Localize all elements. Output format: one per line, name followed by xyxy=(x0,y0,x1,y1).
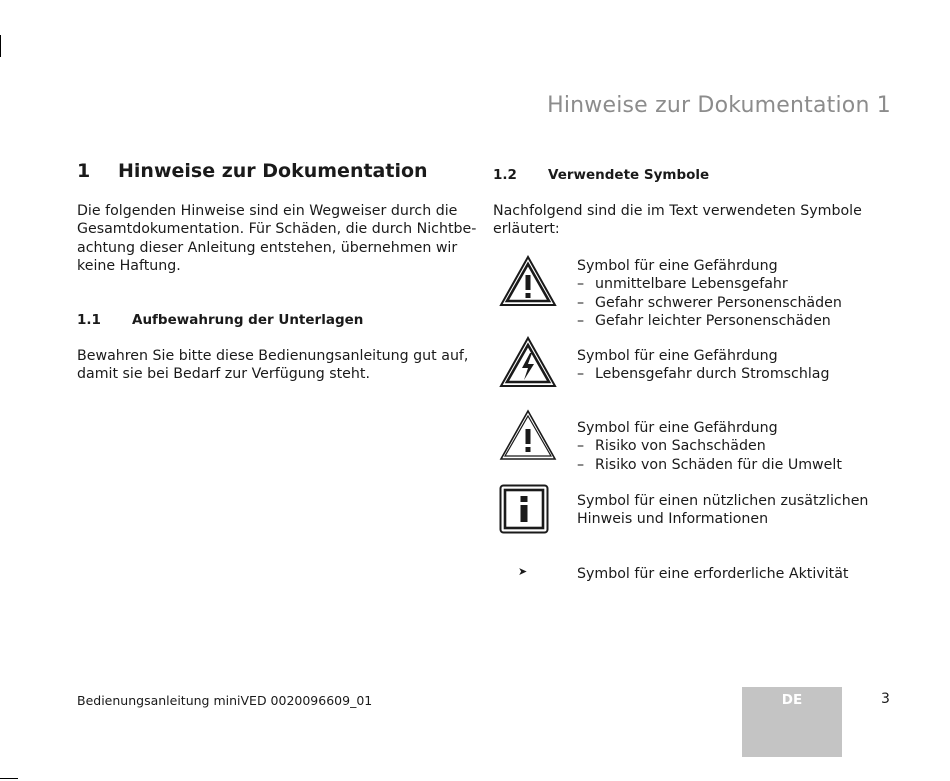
text-line: Symbol für einen nützlichen zusätzlichen xyxy=(577,493,869,509)
page-number: 3 xyxy=(881,691,890,707)
warning-triangle-exclamation-icon xyxy=(499,255,557,307)
text-line: Hinweis und Informationen xyxy=(577,511,769,528)
electric-shock-warning-icon xyxy=(499,336,557,388)
symbol-title: Symbol für eine Gefährdung xyxy=(577,420,778,436)
section-1-1-body xyxy=(77,347,468,384)
text-line: keine Haftung. xyxy=(77,257,181,274)
page-header-title: Hinweise zur Dokumentation 1 xyxy=(547,93,891,118)
list-item: – Gefahr leichter Personenschäden xyxy=(577,312,831,329)
text-line: achtung dieser Anleitung entstehen, übernehmen wir xyxy=(77,239,458,256)
list-item: – Gefahr schwerer Personenschäden xyxy=(577,294,842,311)
section-1-2-intro xyxy=(493,202,862,239)
info-icon xyxy=(499,484,549,534)
list-item: – Risiko von Schäden für die Umwelt xyxy=(577,456,842,473)
symbol-title: Symbol für eine Gefährdung xyxy=(577,258,778,274)
section-title: Hinweise zur Dokumentation xyxy=(118,160,428,182)
section-number: 1 xyxy=(77,160,91,182)
action-arrow-icon: ➤ xyxy=(518,565,528,578)
list-item: – unmittelbare Lebensgefahr xyxy=(577,276,788,293)
caution-triangle-outline-icon xyxy=(499,409,557,461)
text-line: erläutert: xyxy=(493,221,560,238)
language-label: DE xyxy=(781,692,803,708)
list-item: – Risiko von Sachschäden xyxy=(577,438,766,455)
section-1-intro xyxy=(77,202,476,275)
section-1-heading xyxy=(77,160,428,182)
text-line: Symbol für eine erforderliche Aktivität xyxy=(577,566,849,582)
list-item: – Lebensgefahr durch Stromschlag xyxy=(577,366,830,383)
text-line: damit sie bei Bedarf zur Verfügung steht. xyxy=(77,366,370,383)
section-1-2-heading xyxy=(493,167,709,183)
text-line: Die folgenden Hinweise sind ein Wegweiser durch die xyxy=(77,203,458,219)
symbol-title: Symbol für eine Gefährdung xyxy=(577,348,778,364)
symbol-description xyxy=(577,419,842,474)
text-line: Gesamtdokumentation. Für Schäden, die durch Nichtbe- xyxy=(77,221,477,238)
symbol-description xyxy=(577,565,848,583)
symbol-description xyxy=(577,492,868,529)
language-tab xyxy=(742,687,842,757)
symbol-description xyxy=(577,257,842,330)
crop-mark-bottom xyxy=(0,778,18,779)
text-line: Nachfolgend sind die im Text verwendeten Symbole xyxy=(493,203,862,219)
section-number: 1.1 xyxy=(77,312,101,328)
document-reference: Bedienungsanleitung miniVED 0020096609_01 xyxy=(77,693,373,708)
symbol-description xyxy=(577,347,830,384)
section-title: Verwendete Symbole xyxy=(548,167,710,183)
section-1-1-heading xyxy=(77,312,363,328)
section-number: 1.2 xyxy=(493,167,517,183)
crop-mark-left xyxy=(0,35,1,57)
text-line: Bewahren Sie bitte diese Bedienungsanleitung gut auf, xyxy=(77,348,469,364)
section-title: Aufbewahrung der Unterlagen xyxy=(132,312,364,328)
